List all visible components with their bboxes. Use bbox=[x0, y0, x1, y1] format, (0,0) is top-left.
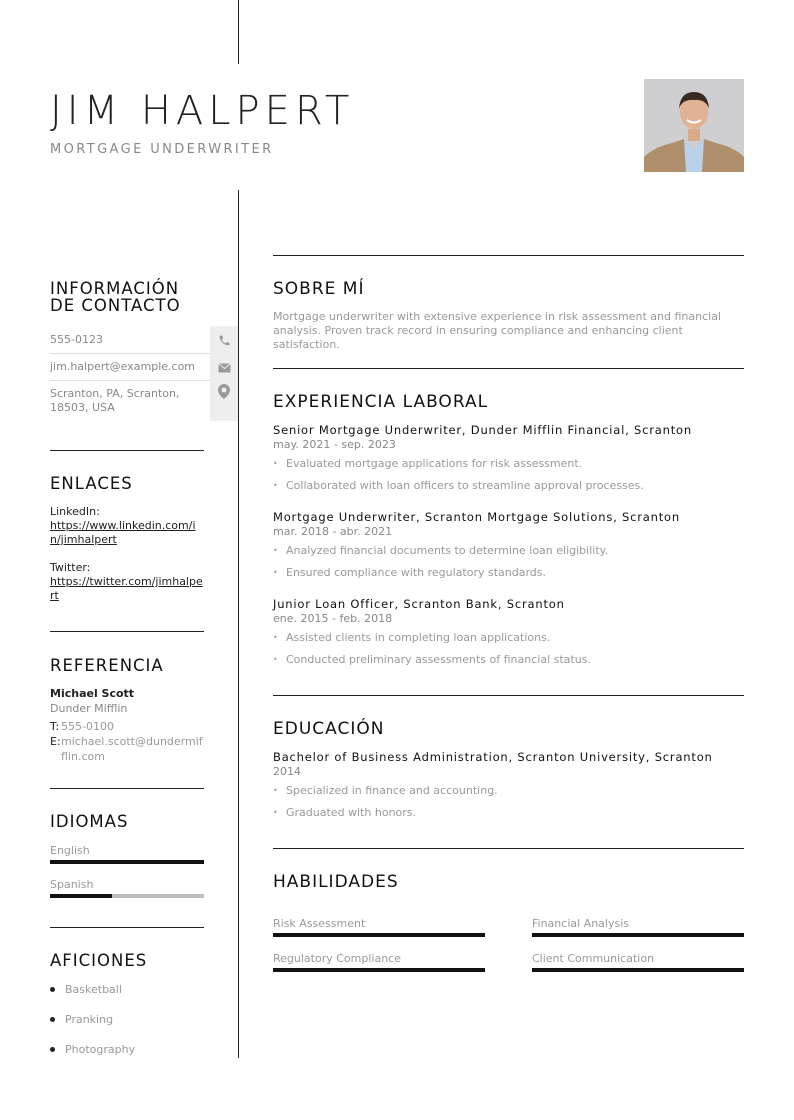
education-bullet: • Graduated with honors. bbox=[273, 806, 744, 820]
job-title: Mortgage Underwriter, Scranton Mortgage Solutions, Scranton bbox=[273, 510, 680, 524]
education-dates: 2014 bbox=[273, 765, 301, 778]
reference-email-row bbox=[50, 734, 206, 764]
contact-address: Scranton, PA, Scranton, 18503, USA bbox=[50, 387, 180, 414]
reference-email[interactable]: michael.scott@dundermifflin.com bbox=[61, 735, 203, 763]
language-level-fill bbox=[50, 894, 112, 898]
section-divider bbox=[273, 368, 744, 369]
reference-phone-row bbox=[50, 719, 206, 734]
reference-block bbox=[50, 686, 206, 764]
hobby-item bbox=[50, 1013, 113, 1026]
language-level-fill bbox=[50, 860, 204, 864]
profile-photo-image bbox=[644, 79, 744, 172]
job-bullets bbox=[273, 544, 744, 580]
skill-level-bar bbox=[273, 968, 485, 972]
contact-section-title bbox=[50, 280, 181, 314]
skill-level-fill bbox=[273, 968, 485, 972]
about-text: Mortgage underwriter with extensive experience in risk assessment and financial analysis. Proven track record in ensuring compliance and enhancing client satisfaction. bbox=[273, 310, 722, 351]
job-entry bbox=[273, 510, 744, 587]
job-dates: ene. 2015 - feb. 2018 bbox=[273, 612, 393, 625]
contact-title-line2: DE CONTACTO bbox=[50, 296, 181, 315]
reference-phone-label: T: bbox=[50, 720, 60, 733]
contact-separator bbox=[50, 380, 210, 381]
section-divider bbox=[273, 848, 744, 849]
contact-title-line1: INFORMACIÓN bbox=[50, 279, 180, 298]
link-linkedin-label: LinkedIn: bbox=[50, 505, 100, 518]
skill-name: Regulatory Compliance bbox=[273, 952, 401, 965]
hobby-item bbox=[50, 983, 122, 996]
skill-level-fill bbox=[532, 968, 744, 972]
education-bullet: • Specialized in finance and accounting. bbox=[273, 784, 744, 798]
section-divider bbox=[50, 788, 204, 789]
reference-company: Dunder Mifflin bbox=[50, 702, 128, 715]
contact-email-row bbox=[50, 360, 238, 380]
job-dates: mar. 2018 - abr. 2021 bbox=[273, 525, 393, 538]
skill-item bbox=[532, 952, 744, 972]
bullet-icon bbox=[50, 1047, 55, 1052]
job-bullet: • Assisted clients in completing loan applications. bbox=[273, 631, 744, 645]
bullet-icon bbox=[50, 1017, 55, 1022]
link-twitter-label: Twitter: bbox=[50, 561, 91, 574]
candidate-role: MORTGAGE UNDERWRITER bbox=[50, 142, 274, 157]
skill-level-bar bbox=[532, 968, 744, 972]
link-linkedin-url[interactable]: https://www.linkedin.com/in/jimhalpert bbox=[50, 519, 196, 546]
hobbies-section-title: AFICIONES bbox=[50, 951, 148, 970]
job-bullets bbox=[273, 631, 744, 667]
contact-separator bbox=[50, 353, 210, 354]
job-bullet: • Analyzed financial documents to determine loan eligibility. bbox=[273, 544, 744, 558]
vertical-divider-top bbox=[238, 0, 239, 64]
section-divider bbox=[50, 631, 204, 632]
job-title: Senior Mortgage Underwriter, Dunder Mifflin Financial, Scranton bbox=[273, 423, 692, 437]
section-divider bbox=[273, 255, 744, 256]
link-linkedin bbox=[50, 505, 206, 547]
job-entry bbox=[273, 423, 744, 500]
hobby-item bbox=[50, 1043, 135, 1056]
job-bullet: • Collaborated with loan officers to streamline approval processes. bbox=[273, 479, 744, 493]
link-twitter bbox=[50, 561, 206, 603]
skill-level-fill bbox=[273, 933, 485, 937]
skill-name: Financial Analysis bbox=[532, 917, 629, 930]
vertical-divider bbox=[238, 190, 239, 1058]
reference-name: Michael Scott bbox=[50, 687, 135, 700]
hobby-name: Basketball bbox=[65, 983, 122, 996]
reference-phone[interactable]: 555-0100 bbox=[61, 720, 114, 733]
job-title: Junior Loan Officer, Scranton Bank, Scranton bbox=[273, 597, 565, 611]
links-section-title: ENLACES bbox=[50, 474, 133, 493]
language-name: English bbox=[50, 844, 90, 857]
education-title: Bachelor of Business Administration, Scranton University, Scranton bbox=[273, 750, 713, 764]
job-entry bbox=[273, 597, 744, 674]
education-section-title: EDUCACIÓN bbox=[273, 719, 385, 739]
bullet-icon bbox=[50, 987, 55, 992]
language-level-bar bbox=[50, 860, 204, 864]
skill-name: Risk Assessment bbox=[273, 917, 366, 930]
languages-section-title: IDIOMAS bbox=[50, 812, 129, 831]
location-pin-icon bbox=[210, 381, 238, 421]
profile-photo bbox=[644, 79, 744, 172]
language-name: Spanish bbox=[50, 878, 94, 891]
section-divider bbox=[273, 695, 744, 696]
skill-level-bar bbox=[532, 933, 744, 937]
contact-phone-row bbox=[50, 333, 238, 353]
skill-level-bar bbox=[273, 933, 485, 937]
skill-item bbox=[532, 917, 744, 937]
hobby-name: Photography bbox=[65, 1043, 136, 1056]
reference-section-title: REFERENCIA bbox=[50, 656, 164, 675]
skills-section-title: HABILIDADES bbox=[273, 872, 399, 892]
section-divider bbox=[50, 450, 204, 451]
job-bullet: • Conducted preliminary assessments of financial status. bbox=[273, 653, 744, 667]
section-divider bbox=[50, 927, 204, 928]
skill-item bbox=[273, 952, 485, 972]
candidate-name: JIM HALPERT bbox=[50, 88, 355, 134]
reference-email-label: E: bbox=[50, 735, 61, 748]
language-item bbox=[50, 844, 204, 864]
education-bullets bbox=[273, 784, 744, 820]
education-entry bbox=[273, 750, 744, 827]
contact-phone[interactable]: 555-0123 bbox=[50, 333, 103, 346]
skill-item bbox=[273, 917, 485, 937]
skill-level-fill bbox=[532, 933, 744, 937]
job-bullets bbox=[273, 457, 744, 493]
skill-name: Client Communication bbox=[532, 952, 655, 965]
language-level-bar bbox=[50, 894, 204, 898]
experience-section-title: EXPERIENCIA LABORAL bbox=[273, 392, 489, 412]
envelope-icon bbox=[210, 354, 238, 381]
contact-email[interactable]: jim.halpert@example.com bbox=[50, 360, 196, 373]
about-section-title: SOBRE MÍ bbox=[273, 279, 365, 299]
contact-address-row bbox=[50, 387, 238, 421]
job-dates: may. 2021 - sep. 2023 bbox=[273, 438, 396, 451]
link-twitter-url[interactable]: https://twitter.com/jimhalpert bbox=[50, 575, 203, 602]
job-bullet: • Evaluated mortgage applications for risk assessment. bbox=[273, 457, 744, 471]
hobby-name: Pranking bbox=[65, 1013, 114, 1026]
language-item bbox=[50, 878, 204, 898]
phone-icon bbox=[210, 326, 238, 354]
job-bullet: • Ensured compliance with regulatory standards. bbox=[273, 566, 744, 580]
